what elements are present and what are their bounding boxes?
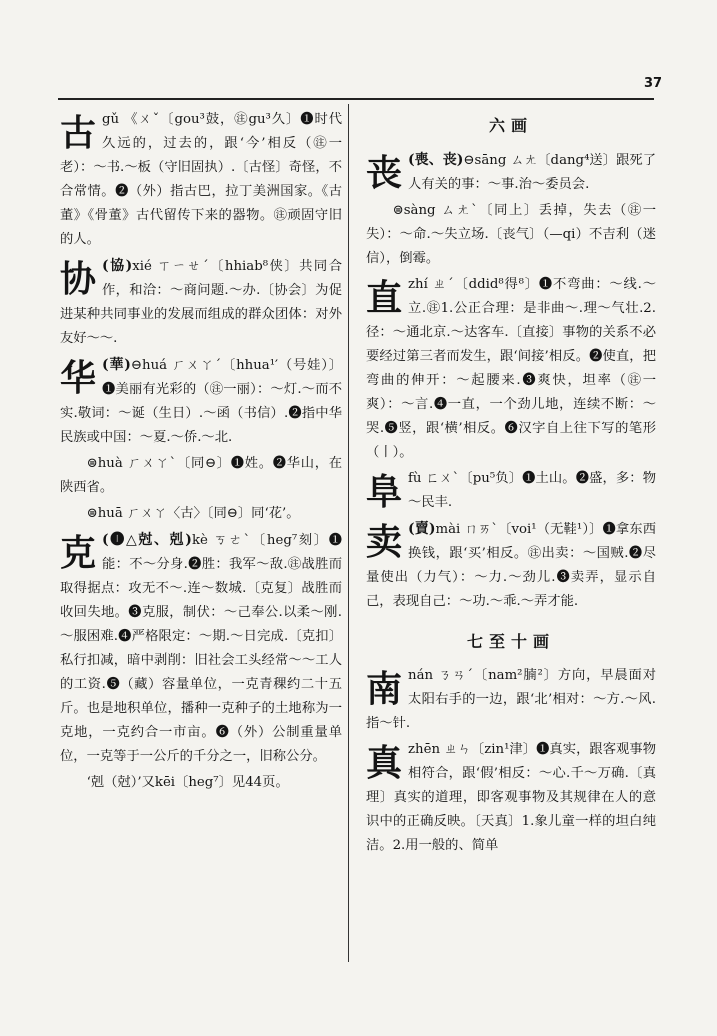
dictionary-entry	[60, 353, 342, 450]
section-heading-six-strokes: 六画	[488, 116, 533, 135]
entry-text: ⊜huā ㄏㄨㄚ〈古〉〔同⊖〕同‘花’。	[86, 506, 300, 521]
entry-headword: 真	[366, 742, 403, 784]
entry-text: xié ㄒㄧㄝˊ〔hhiab⁸侠〕共同合作，和洽：～商问题.～办.〔协会〕为促进某种共同事业的发展而组成的群众团体：对外友好～～.	[60, 259, 342, 346]
dictionary-entry	[366, 467, 656, 515]
dictionary-entry	[60, 452, 342, 500]
entry-variant: (協)	[102, 258, 133, 274]
entry-text: fù ㄈㄨˋ〔pu⁵负〕❶土山。❷盛，多：物～民丰.	[408, 471, 656, 510]
entry-text: mài ㄇㄞˋ〔voi¹（无鞋¹）〕❶拿东西换钱，跟‘买’相反。㊟出卖：～国贼.❷尽量使出（力气）：～力.～劲儿.❸卖弄，显示自己，表现自己：～功.～乖.～弄才能.	[366, 522, 656, 609]
page-number: 37	[644, 76, 663, 91]
dictionary-entry	[60, 108, 342, 252]
entry-variant: (❶△尅、剋)	[102, 532, 192, 548]
section-heading-seven-to-ten-strokes: 七至十画	[466, 632, 555, 651]
entry-variant: (賣)	[408, 521, 436, 537]
column-divider	[348, 104, 349, 962]
dictionary-entry	[366, 199, 656, 271]
dictionary-entry	[60, 771, 342, 795]
entry-headword: 南	[366, 668, 403, 710]
entry-headword: 阜	[366, 471, 403, 513]
entry-text: gǔ 《ㄨˇ〔gou³鼓，㊟gu³久〕❶时代久远的，过去的，跟‘今’相反（㊟一老）：～书.～板（守旧固执）.〔古怪〕奇怪，不合常情。❷（外）指古巴，拉丁美洲国家。《古董》《骨董》古代留传下来的器物。㊟顽固守旧的人。	[60, 112, 342, 247]
dictionary-entry	[366, 517, 656, 614]
entry-variant: (華)	[102, 357, 131, 373]
entry-headword: 克	[60, 532, 97, 574]
entry-headword: 古	[60, 112, 97, 154]
entry-text: kè ㄎㄜˋ〔heg⁷刻〕❶能：不～分身.❷胜：我军～敌.㊟战胜而取得据点：攻无不～.连～数城.〔克复〕战胜而收回失地。❸克服，制伏：～己奉公.以柔～刚.～服困难.❹严格限定：～期.～日完成.〔克扣〕私行扣减，暗中剥削：旧社会工头经常～～工人的工资.❺（藏）容量单位，一克青稞约二十五斤。也是地积单位，播种一克种子的土地称为一克地，一克约合一市亩。❻（外）公制重量单位，一克等于一公斤的千分之一，旧称公分。	[60, 533, 342, 764]
entry-variant: (喪、丧)	[408, 152, 464, 168]
entry-text: ⊜huà ㄏㄨㄚˋ〔同⊖〕❶姓。❷华山，在陕西省。	[60, 456, 342, 495]
dictionary-entry	[366, 738, 656, 858]
entry-headword: 华	[60, 357, 97, 399]
entry-headword: 协	[60, 258, 97, 300]
entry-text: ⊜sàng ㄙㄤˋ〔同上〕丢掉，失去（㊟一失）：～命.～失立场.〔丧气〕（—qi）不吉利（迷信），倒霉。	[366, 203, 656, 266]
entry-text: ‘剋（尅）’又kēi〔heg⁷〕见44页。	[86, 775, 289, 790]
dictionary-entry	[366, 664, 656, 736]
dictionary-entry	[366, 148, 656, 197]
right-column	[366, 108, 656, 860]
entry-text: ⊖huá ㄏㄨㄚˊ〔hhua¹′（号娃）〕❶美丽有光彩的（㊟一丽）：～灯.～而不实.敬词：～诞（生日）.～函（书信）.❷指中华民族或中国：～夏.～侨.～北.	[60, 358, 342, 445]
dictionary-entry	[60, 254, 342, 351]
dictionary-entry	[60, 528, 342, 769]
entry-text: zhí ㄓˊ〔ddid⁸得⁸〕❶不弯曲：～线.～立.㊟1.公正合理：是非曲～.理～气壮.2.径：～通北京.～达客车.〔直接〕事物的关系不必要经过第三者而发生，跟‘间接’相反。❷使直，把弯曲的伸开：～起腰来.❸爽快，坦率（㊟一爽）：～言.❹一直，一个劲儿地，连续不断：～哭.❺竖，跟‘横’相反。❻汉字自上往下写的笔形（丨）。	[366, 277, 656, 460]
entry-text: ⊖sāng ㄙㄤ〔dang⁴送〕跟死了人有关的事：～事.治～委员会.	[408, 153, 656, 192]
dictionary-entry	[366, 273, 656, 465]
left-column	[60, 108, 342, 797]
header-rule	[58, 98, 654, 100]
entry-text: zhēn ㄓㄣ〔zin¹津〕❶真实，跟客观事物相符合，跟‘假’相反：～心.千～万确.〔真理〕真实的道理，即客观事物及其规律在人的意识中的正确反映。〔天真〕1.象儿童一样的坦白纯洁。2.用一般的、简单	[366, 742, 656, 853]
entry-headword: 丧	[366, 152, 403, 194]
entry-text: nán ㄋㄢˊ〔nam²腩²〕方向，早晨面对太阳右手的一边，跟‘北’相对：～方.～风.指～针.	[366, 668, 656, 731]
entry-headword: 直	[366, 277, 403, 319]
dictionary-entry	[60, 502, 342, 526]
entry-headword: 卖	[366, 521, 403, 563]
